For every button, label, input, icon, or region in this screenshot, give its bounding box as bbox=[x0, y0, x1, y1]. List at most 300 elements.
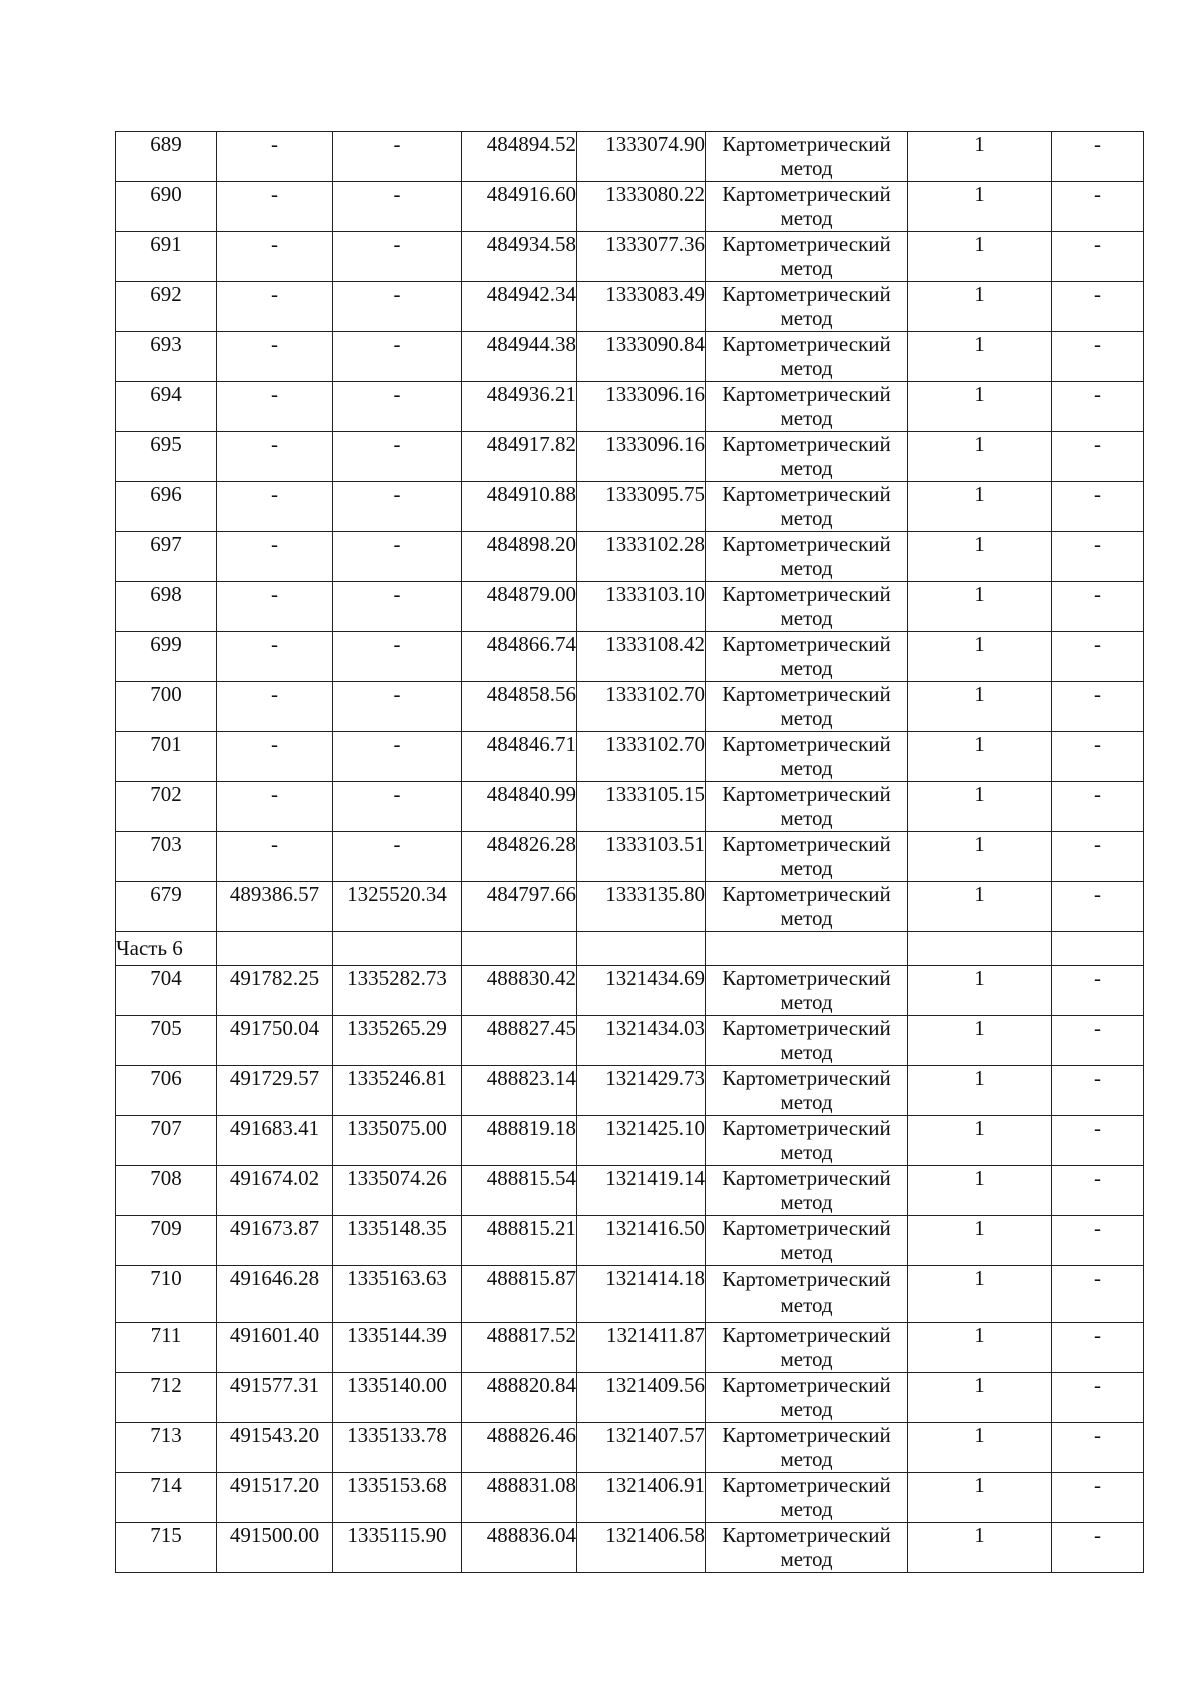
method-line-1: Картометрический bbox=[722, 1323, 891, 1347]
y-existing-cell: - bbox=[333, 782, 462, 832]
x-existing-cell: 491543.20 bbox=[217, 1423, 333, 1473]
method-line-1: Картометрический bbox=[722, 182, 891, 206]
y-existing-cell: - bbox=[333, 232, 462, 282]
y-new-cell: 1333074.90 bbox=[577, 132, 706, 182]
description-cell: - bbox=[1052, 1373, 1144, 1423]
y-existing-cell: 1335265.29 bbox=[333, 1016, 462, 1066]
point-number-cell: 695 bbox=[116, 432, 217, 482]
method-line-2: метод bbox=[780, 1040, 833, 1064]
point-number-cell: 704 bbox=[116, 966, 217, 1016]
x-existing-cell: 491674.02 bbox=[217, 1166, 333, 1216]
description-cell: - bbox=[1052, 382, 1144, 432]
y-new-cell: 1333095.75 bbox=[577, 482, 706, 532]
point-number-cell: 692 bbox=[116, 282, 217, 332]
method-cell bbox=[706, 482, 908, 532]
description-cell: - bbox=[1052, 966, 1144, 1016]
method-line-1: Картометрический bbox=[722, 1373, 891, 1397]
accuracy-cell: 1 bbox=[908, 482, 1052, 532]
x-existing-cell: - bbox=[217, 282, 333, 332]
accuracy-cell: 1 bbox=[908, 1066, 1052, 1116]
y-existing-cell: 1335074.26 bbox=[333, 1166, 462, 1216]
point-number-cell: 708 bbox=[116, 1166, 217, 1216]
section-row bbox=[116, 932, 1144, 966]
accuracy-cell: 1 bbox=[908, 532, 1052, 582]
method-line-2: метод bbox=[780, 1140, 833, 1164]
table-row bbox=[116, 682, 1144, 732]
x-new-cell: 488815.54 bbox=[462, 1166, 577, 1216]
accuracy-cell: 1 bbox=[908, 1266, 1052, 1323]
method-cell bbox=[706, 682, 908, 732]
accuracy-cell: 1 bbox=[908, 432, 1052, 482]
description-cell: - bbox=[1052, 1116, 1144, 1166]
table-row bbox=[116, 1523, 1144, 1573]
y-existing-cell: 1335148.35 bbox=[333, 1216, 462, 1266]
x-existing-cell: - bbox=[217, 532, 333, 582]
x-existing-cell: - bbox=[217, 132, 333, 182]
y-new-cell: 1321406.58 bbox=[577, 1523, 706, 1573]
point-number-cell: 705 bbox=[116, 1016, 217, 1066]
table-row bbox=[116, 232, 1144, 282]
y-existing-cell: - bbox=[333, 182, 462, 232]
method-line-2: метод bbox=[780, 856, 833, 880]
point-number-cell: 696 bbox=[116, 482, 217, 532]
point-number-cell: 702 bbox=[116, 782, 217, 832]
method-line-2: метод bbox=[780, 1497, 833, 1521]
method-line-1: Картометрический bbox=[722, 482, 891, 506]
y-new-cell: 1333080.22 bbox=[577, 182, 706, 232]
accuracy-cell: 1 bbox=[908, 732, 1052, 782]
method-line-2: метод bbox=[780, 1347, 833, 1371]
empty-cell bbox=[908, 932, 1052, 966]
method-cell bbox=[706, 532, 908, 582]
method-line-2: метод bbox=[780, 556, 833, 580]
y-new-cell: 1333103.51 bbox=[577, 832, 706, 882]
table-row bbox=[116, 332, 1144, 382]
accuracy-cell: 1 bbox=[908, 1216, 1052, 1266]
x-existing-cell: 491683.41 bbox=[217, 1116, 333, 1166]
method-line-2: метод bbox=[780, 706, 833, 730]
description-cell: - bbox=[1052, 582, 1144, 632]
description-cell: - bbox=[1052, 732, 1144, 782]
section-label: Часть 6 bbox=[116, 932, 217, 966]
y-new-cell: 1333102.70 bbox=[577, 732, 706, 782]
y-existing-cell: - bbox=[333, 282, 462, 332]
method-line-2: метод bbox=[780, 1190, 833, 1214]
coordinates-table bbox=[115, 131, 1144, 1573]
x-new-cell: 484916.60 bbox=[462, 182, 577, 232]
table-row bbox=[116, 1016, 1144, 1066]
y-new-cell: 1321425.10 bbox=[577, 1116, 706, 1166]
method-cell bbox=[706, 1373, 908, 1423]
x-existing-cell: - bbox=[217, 382, 333, 432]
accuracy-cell: 1 bbox=[908, 832, 1052, 882]
method-line-1: Картометрический bbox=[722, 966, 891, 990]
accuracy-cell: 1 bbox=[908, 1166, 1052, 1216]
method-cell bbox=[706, 332, 908, 382]
method-line-1: Картометрический bbox=[722, 382, 891, 406]
x-existing-cell: - bbox=[217, 732, 333, 782]
method-line-1: Картометрический bbox=[722, 1166, 891, 1190]
empty-cell bbox=[462, 932, 577, 966]
table-row bbox=[116, 1373, 1144, 1423]
method-line-1: Картометрический bbox=[722, 632, 891, 656]
method-line-2: метод bbox=[780, 1090, 833, 1114]
method-cell bbox=[706, 182, 908, 232]
y-existing-cell: - bbox=[333, 132, 462, 182]
empty-cell bbox=[706, 932, 908, 966]
x-new-cell: 484858.56 bbox=[462, 682, 577, 732]
x-new-cell: 488831.08 bbox=[462, 1473, 577, 1523]
description-cell: - bbox=[1052, 1216, 1144, 1266]
method-line-2: метод bbox=[780, 656, 833, 680]
description-cell: - bbox=[1052, 1066, 1144, 1116]
accuracy-cell: 1 bbox=[908, 782, 1052, 832]
method-line-2: метод bbox=[780, 356, 833, 380]
method-line-2: метод bbox=[780, 406, 833, 430]
accuracy-cell: 1 bbox=[908, 1523, 1052, 1573]
point-number-cell: 709 bbox=[116, 1216, 217, 1266]
table-row bbox=[116, 1423, 1144, 1473]
accuracy-cell: 1 bbox=[908, 882, 1052, 932]
method-cell bbox=[706, 232, 908, 282]
accuracy-cell: 1 bbox=[908, 182, 1052, 232]
y-new-cell: 1333077.36 bbox=[577, 232, 706, 282]
accuracy-cell: 1 bbox=[908, 332, 1052, 382]
description-cell: - bbox=[1052, 1016, 1144, 1066]
point-number-cell: 715 bbox=[116, 1523, 217, 1573]
description-cell: - bbox=[1052, 1323, 1144, 1373]
y-new-cell: 1321434.69 bbox=[577, 966, 706, 1016]
y-existing-cell: 1335115.90 bbox=[333, 1523, 462, 1573]
document-page bbox=[115, 131, 1143, 1573]
table-row bbox=[116, 582, 1144, 632]
point-number-cell: 707 bbox=[116, 1116, 217, 1166]
description-cell: - bbox=[1052, 782, 1144, 832]
table-row bbox=[116, 432, 1144, 482]
y-new-cell: 1333102.28 bbox=[577, 532, 706, 582]
section-header bbox=[116, 932, 1144, 966]
method-cell bbox=[706, 632, 908, 682]
method-line-2: метод bbox=[780, 1240, 833, 1264]
method-line-2: метод bbox=[780, 206, 833, 230]
y-new-cell: 1321407.57 bbox=[577, 1423, 706, 1473]
method-line-2: метод bbox=[780, 756, 833, 780]
method-line-1: Картометрический bbox=[722, 1216, 891, 1240]
accuracy-cell: 1 bbox=[908, 1016, 1052, 1066]
x-new-cell: 484910.88 bbox=[462, 482, 577, 532]
empty-cell bbox=[333, 932, 462, 966]
description-cell: - bbox=[1052, 1523, 1144, 1573]
x-new-cell: 488820.84 bbox=[462, 1373, 577, 1423]
y-new-cell: 1333090.84 bbox=[577, 332, 706, 382]
x-new-cell: 488836.04 bbox=[462, 1523, 577, 1573]
accuracy-cell: 1 bbox=[908, 682, 1052, 732]
y-existing-cell: 1335282.73 bbox=[333, 966, 462, 1016]
method-line-2: метод bbox=[780, 456, 833, 480]
method-cell bbox=[706, 832, 908, 882]
accuracy-cell: 1 bbox=[908, 1323, 1052, 1373]
description-cell: - bbox=[1052, 1473, 1144, 1523]
accuracy-cell: 1 bbox=[908, 1473, 1052, 1523]
point-number-cell: 710 bbox=[116, 1266, 217, 1323]
point-number-cell: 679 bbox=[116, 882, 217, 932]
x-existing-cell: - bbox=[217, 682, 333, 732]
x-existing-cell: 491601.40 bbox=[217, 1323, 333, 1373]
method-line-1: Картометрический bbox=[722, 1116, 891, 1140]
point-number-cell: 701 bbox=[116, 732, 217, 782]
x-existing-cell: 491500.00 bbox=[217, 1523, 333, 1573]
description-cell: - bbox=[1052, 1423, 1144, 1473]
description-cell: - bbox=[1052, 1266, 1144, 1323]
x-new-cell: 484846.71 bbox=[462, 732, 577, 782]
method-line-1: Картометрический bbox=[722, 582, 891, 606]
y-existing-cell: 1325520.34 bbox=[333, 882, 462, 932]
table-row bbox=[116, 782, 1144, 832]
description-cell: - bbox=[1052, 482, 1144, 532]
table-body-part-5 bbox=[116, 132, 1144, 932]
method-cell bbox=[706, 966, 908, 1016]
table-row bbox=[116, 632, 1144, 682]
method-line-1: Картометрический bbox=[722, 732, 891, 756]
y-new-cell: 1321406.91 bbox=[577, 1473, 706, 1523]
x-new-cell: 484866.74 bbox=[462, 632, 577, 682]
point-number-cell: 690 bbox=[116, 182, 217, 232]
y-existing-cell: 1335133.78 bbox=[333, 1423, 462, 1473]
x-existing-cell: - bbox=[217, 432, 333, 482]
description-cell: - bbox=[1052, 332, 1144, 382]
table-row bbox=[116, 532, 1144, 582]
method-cell bbox=[706, 782, 908, 832]
description-cell: - bbox=[1052, 432, 1144, 482]
method-cell bbox=[706, 432, 908, 482]
y-existing-cell: - bbox=[333, 732, 462, 782]
table-row bbox=[116, 1066, 1144, 1116]
table-row bbox=[116, 1216, 1144, 1266]
point-number-cell: 693 bbox=[116, 332, 217, 382]
description-cell: - bbox=[1052, 632, 1144, 682]
description-cell: - bbox=[1052, 682, 1144, 732]
table-row bbox=[116, 1166, 1144, 1216]
table-row bbox=[116, 182, 1144, 232]
method-cell bbox=[706, 1066, 908, 1116]
method-cell bbox=[706, 582, 908, 632]
point-number-cell: 689 bbox=[116, 132, 217, 182]
y-new-cell: 1321414.18 bbox=[577, 1266, 706, 1323]
method-line-1: Картометрический bbox=[722, 1423, 891, 1447]
method-line-2: метод bbox=[780, 990, 833, 1014]
x-new-cell: 484840.99 bbox=[462, 782, 577, 832]
y-new-cell: 1333096.16 bbox=[577, 432, 706, 482]
x-new-cell: 484826.28 bbox=[462, 832, 577, 882]
x-existing-cell: - bbox=[217, 782, 333, 832]
x-existing-cell: - bbox=[217, 182, 333, 232]
x-new-cell: 488815.21 bbox=[462, 1216, 577, 1266]
x-new-cell: 488830.42 bbox=[462, 966, 577, 1016]
method-cell bbox=[706, 1323, 908, 1373]
x-new-cell: 484944.38 bbox=[462, 332, 577, 382]
method-line-1: Картометрический bbox=[722, 682, 891, 706]
x-existing-cell: 491577.31 bbox=[217, 1373, 333, 1423]
method-cell bbox=[706, 282, 908, 332]
method-line-2: метод bbox=[780, 156, 833, 180]
point-number-cell: 700 bbox=[116, 682, 217, 732]
y-existing-cell: - bbox=[333, 632, 462, 682]
method-line-1: Картометрический bbox=[722, 282, 891, 306]
y-new-cell: 1321419.14 bbox=[577, 1166, 706, 1216]
method-cell bbox=[706, 1523, 908, 1573]
x-existing-cell: 491729.57 bbox=[217, 1066, 333, 1116]
description-cell: - bbox=[1052, 1166, 1144, 1216]
y-new-cell: 1333096.16 bbox=[577, 382, 706, 432]
y-new-cell: 1321416.50 bbox=[577, 1216, 706, 1266]
x-new-cell: 488815.87 bbox=[462, 1266, 577, 1323]
accuracy-cell: 1 bbox=[908, 1423, 1052, 1473]
point-number-cell: 706 bbox=[116, 1066, 217, 1116]
y-new-cell: 1321429.73 bbox=[577, 1066, 706, 1116]
empty-cell bbox=[1052, 932, 1144, 966]
y-new-cell: 1321411.87 bbox=[577, 1323, 706, 1373]
method-line-2: метод bbox=[780, 1293, 833, 1317]
method-line-1: Картометрический bbox=[722, 832, 891, 856]
x-existing-cell: - bbox=[217, 582, 333, 632]
method-line-2: метод bbox=[780, 506, 833, 530]
point-number-cell: 714 bbox=[116, 1473, 217, 1523]
method-line-2: метод bbox=[780, 606, 833, 630]
method-cell bbox=[706, 882, 908, 932]
description-cell: - bbox=[1052, 832, 1144, 882]
method-cell bbox=[706, 1216, 908, 1266]
description-cell: - bbox=[1052, 532, 1144, 582]
table-row bbox=[116, 1323, 1144, 1373]
method-cell bbox=[706, 1166, 908, 1216]
x-new-cell: 488823.14 bbox=[462, 1066, 577, 1116]
y-new-cell: 1333083.49 bbox=[577, 282, 706, 332]
method-cell bbox=[706, 1266, 908, 1323]
accuracy-cell: 1 bbox=[908, 966, 1052, 1016]
method-line-1: Картометрический bbox=[722, 782, 891, 806]
x-new-cell: 488827.45 bbox=[462, 1016, 577, 1066]
empty-cell bbox=[217, 932, 333, 966]
y-existing-cell: 1335144.39 bbox=[333, 1323, 462, 1373]
y-existing-cell: 1335140.00 bbox=[333, 1373, 462, 1423]
point-number-cell: 699 bbox=[116, 632, 217, 682]
y-existing-cell: - bbox=[333, 332, 462, 382]
y-new-cell: 1333105.15 bbox=[577, 782, 706, 832]
method-cell bbox=[706, 132, 908, 182]
method-line-1: Картометрический bbox=[722, 332, 891, 356]
x-new-cell: 488819.18 bbox=[462, 1116, 577, 1166]
table-row bbox=[116, 732, 1144, 782]
y-new-cell: 1321434.03 bbox=[577, 1016, 706, 1066]
table-row bbox=[116, 132, 1144, 182]
y-existing-cell: - bbox=[333, 482, 462, 532]
y-existing-cell: - bbox=[333, 532, 462, 582]
description-cell: - bbox=[1052, 282, 1144, 332]
y-existing-cell: - bbox=[333, 682, 462, 732]
x-existing-cell: 489386.57 bbox=[217, 882, 333, 932]
x-existing-cell: - bbox=[217, 832, 333, 882]
method-line-1: Картометрический bbox=[722, 1066, 891, 1090]
x-new-cell: 484934.58 bbox=[462, 232, 577, 282]
x-existing-cell: 491750.04 bbox=[217, 1016, 333, 1066]
y-existing-cell: 1335075.00 bbox=[333, 1116, 462, 1166]
y-existing-cell: 1335153.68 bbox=[333, 1473, 462, 1523]
method-line-1: Картометрический bbox=[722, 432, 891, 456]
x-existing-cell: - bbox=[217, 632, 333, 682]
method-line-2: метод bbox=[780, 906, 833, 930]
description-cell: - bbox=[1052, 182, 1144, 232]
x-existing-cell: 491673.87 bbox=[217, 1216, 333, 1266]
method-line-2: метод bbox=[780, 806, 833, 830]
description-cell: - bbox=[1052, 232, 1144, 282]
method-line-2: метод bbox=[780, 1397, 833, 1421]
y-existing-cell: - bbox=[333, 832, 462, 882]
table-row bbox=[116, 966, 1144, 1016]
x-existing-cell: - bbox=[217, 482, 333, 532]
accuracy-cell: 1 bbox=[908, 1373, 1052, 1423]
description-cell: - bbox=[1052, 132, 1144, 182]
y-existing-cell: - bbox=[333, 382, 462, 432]
table-row bbox=[116, 882, 1144, 932]
y-new-cell: 1333102.70 bbox=[577, 682, 706, 732]
description-cell: - bbox=[1052, 882, 1144, 932]
accuracy-cell: 1 bbox=[908, 382, 1052, 432]
method-line-2: метод bbox=[780, 1547, 833, 1571]
method-line-2: метод bbox=[780, 1447, 833, 1471]
y-existing-cell: 1335163.63 bbox=[333, 1266, 462, 1323]
table-row bbox=[116, 382, 1144, 432]
method-line-1: Картометрический bbox=[722, 1473, 891, 1497]
method-line-2: метод bbox=[780, 256, 833, 280]
point-number-cell: 697 bbox=[116, 532, 217, 582]
x-new-cell: 488817.52 bbox=[462, 1323, 577, 1373]
point-number-cell: 711 bbox=[116, 1323, 217, 1373]
accuracy-cell: 1 bbox=[908, 282, 1052, 332]
x-existing-cell: 491517.20 bbox=[217, 1473, 333, 1523]
method-line-1: Картометрический bbox=[722, 1523, 891, 1547]
table-row bbox=[116, 282, 1144, 332]
y-new-cell: 1333108.42 bbox=[577, 632, 706, 682]
point-number-cell: 698 bbox=[116, 582, 217, 632]
y-new-cell: 1321409.56 bbox=[577, 1373, 706, 1423]
method-cell bbox=[706, 1423, 908, 1473]
y-existing-cell: 1335246.81 bbox=[333, 1066, 462, 1116]
method-line-1: Картометрический bbox=[722, 232, 891, 256]
empty-cell bbox=[577, 932, 706, 966]
y-existing-cell: - bbox=[333, 432, 462, 482]
method-cell bbox=[706, 732, 908, 782]
method-line-1: Картометрический bbox=[722, 1016, 891, 1040]
accuracy-cell: 1 bbox=[908, 582, 1052, 632]
x-new-cell: 484917.82 bbox=[462, 432, 577, 482]
method-line-1: Картометрический bbox=[722, 532, 891, 556]
method-line-1: Картометрический bbox=[722, 1267, 891, 1291]
method-line-1: Картометрический bbox=[722, 132, 891, 156]
method-cell bbox=[706, 382, 908, 432]
point-number-cell: 691 bbox=[116, 232, 217, 282]
table-body-part-6 bbox=[116, 966, 1144, 1573]
accuracy-cell: 1 bbox=[908, 232, 1052, 282]
table-row bbox=[116, 832, 1144, 882]
table-row bbox=[116, 1116, 1144, 1166]
x-existing-cell: 491782.25 bbox=[217, 966, 333, 1016]
method-cell bbox=[706, 1116, 908, 1166]
point-number-cell: 713 bbox=[116, 1423, 217, 1473]
x-new-cell: 484936.21 bbox=[462, 382, 577, 432]
y-existing-cell: - bbox=[333, 582, 462, 632]
y-new-cell: 1333135.80 bbox=[577, 882, 706, 932]
x-new-cell: 484797.66 bbox=[462, 882, 577, 932]
